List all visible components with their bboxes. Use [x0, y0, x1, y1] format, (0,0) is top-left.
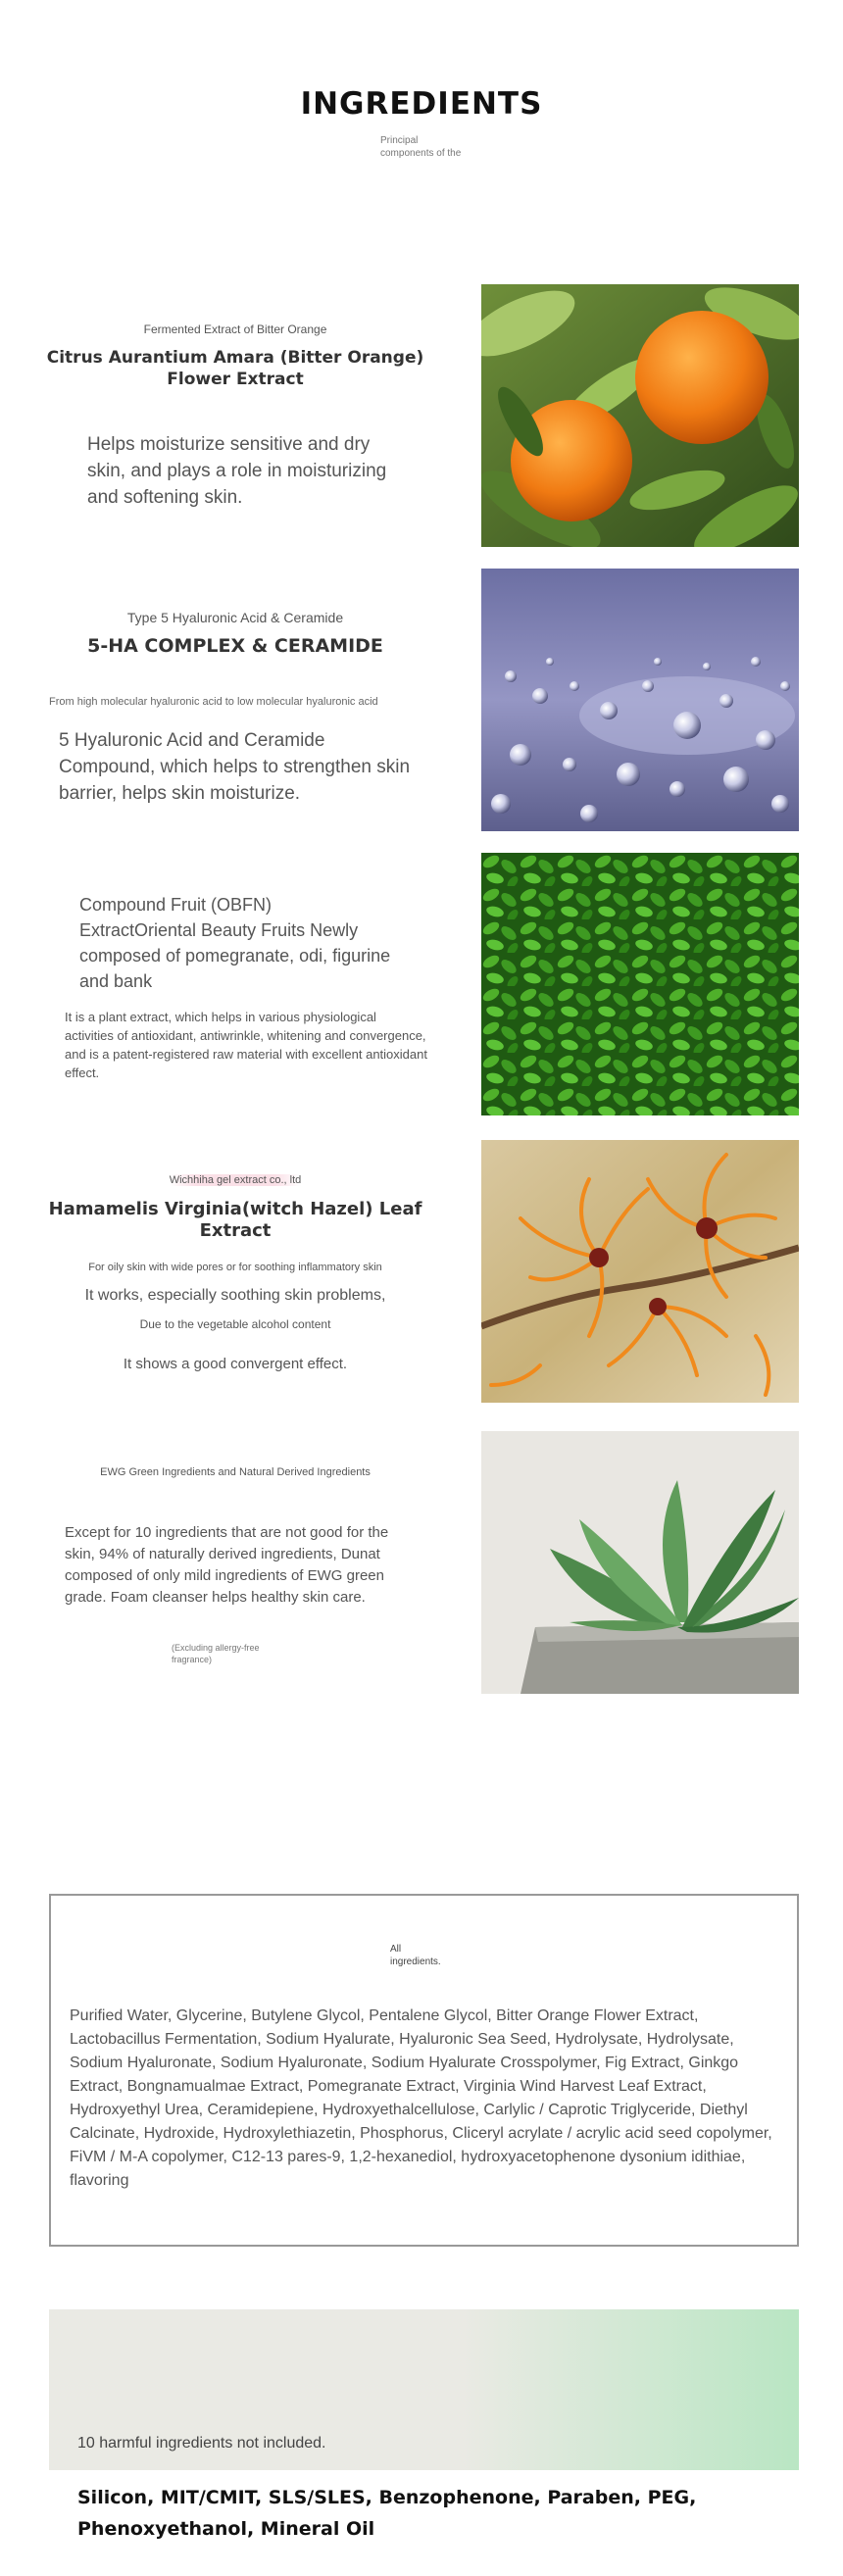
- ingredient-row-ewg: [0, 1431, 843, 1694]
- green-leaves-image: [481, 853, 799, 1115]
- bitter-orange-photo: [481, 284, 799, 547]
- ingredient-tag: Fermented Extract of Bitter Orange: [143, 322, 327, 336]
- all-ingredients-list: Purified Water, Glycerine, Butylene Glycol, Pentalene Glycol, Bitter Orange Flower Extract, Lactobacillus Fermentation, Sodium Hyalurate, Hyaluronic Sea Seed, Hydrolysate, Hydrolysate, Sodium Hyaluronate, Sodium Hyaluronate, Sodium Hyalurate Crosspolymer, Fig Extract, Ginkgo Extract, Bongnamualmae Extract, Pomegranate Extract, Virginia Wind Harvest Leaf Extract, Hydroxyethyl Urea, Ceramidepiene, Hydroxyethalcellulose, Carlylic / Caprotic Triglyceride, Diethyl Calcinate, Hydroxide, Hydroxylethiazetin, Phosphorus, Cliceryl acrylate / acrylic acid seed copolymer, FiVM / M-A copolymer, C12-13 pares-9, 1,2-hexanediol, hydroxyacetophenone dysonium idithiae, flavoring: [70, 2007, 772, 2189]
- ingredient-row-witch-hazel: [0, 1140, 843, 1403]
- harmful-list: Silicon, MIT/CMIT, SLS/SLES, Benzophenone, Paraben, PEG, Phenoxyethanol, Mineral Oil: [77, 2487, 697, 2540]
- harmful-label: 10 harmful ingredients not included.: [77, 2435, 326, 2452]
- ingredient-row-obfn: [0, 853, 843, 1115]
- ingredient-name: Citrus Aurantium Amara (Bitter Orange) Flower Extract: [46, 348, 424, 389]
- ingredient-description: Helps moisturize sensitive and dry skin, and plays a role in moisturizing and softening skin.: [87, 434, 387, 508]
- page-title: INGREDIENTS: [300, 86, 543, 122]
- ingredient-tag: Wichhiha gel extract co., ltd: [169, 1174, 302, 1186]
- all-ingredients-label: All ingredients.: [390, 1944, 441, 1967]
- ingredient-note: From high molecular hyaluronic acid to low molecular hyaluronic acid: [49, 696, 378, 708]
- ingredient-description: It is a plant extract, which helps in various physiological activities of antioxidant, antiwrinkle, whitening and convergence, and is a patent-registered raw material with excellent antioxidant effect.: [65, 1010, 427, 1080]
- ingredient-line-1: It works, especially soothing skin problems,: [84, 1287, 386, 1304]
- ingredient-description: 5 Hyaluronic Acid and Ceramide Compound, which helps to strengthen skin barrier, helps skin moisturize.: [59, 730, 411, 804]
- ingredient-description: Except for 10 ingredients that are not good for the skin, 94% of naturally derived ingredients, Dunat composed of only mild ingredients of EWG green grade. Foam cleanser helps healthy skin care.: [65, 1524, 389, 1606]
- ingredient-row-bitter-orange: [0, 284, 843, 547]
- water-droplets-photo: [481, 569, 799, 831]
- ingredient-name: Compound Fruit (OBFN) ExtractOriental Beauty Fruits Newly composed of pomegranate, odi, figurine and bank: [79, 895, 391, 991]
- succulent-image: [481, 1431, 799, 1694]
- bitter-orange-image: [481, 284, 799, 547]
- ingredient-name: 5-HA COMPLEX & CERAMIDE: [87, 635, 383, 657]
- ingredient-note: For oily skin with wide pores or for soothing inflammatory skin: [88, 1262, 382, 1273]
- ingredient-tag: Type 5 Hyaluronic Acid & Ceramide: [126, 610, 344, 625]
- witch-hazel-image: [481, 1140, 799, 1403]
- page-subtitle: Principal components of the: [380, 135, 462, 159]
- water-droplets-image: [481, 569, 799, 831]
- ingredient-row-hyaluronic: [0, 569, 843, 831]
- ingredient-line-2: Due to the vegetable alcohol content: [139, 1317, 331, 1331]
- ingredient-tag: EWG Green Ingredients and Natural Derived Ingredients: [100, 1466, 371, 1478]
- green-leaves-photo: [481, 853, 799, 1115]
- witch-hazel-photo: [481, 1140, 799, 1403]
- ingredient-name: Hamamelis Virginia(witch Hazel) Leaf Extract: [48, 1199, 422, 1241]
- succulent-photo: [481, 1431, 799, 1694]
- ingredient-line-3: It shows a good convergent effect.: [123, 1356, 348, 1372]
- ingredient-note: (Excluding allergy-free fragrance): [172, 1643, 260, 1664]
